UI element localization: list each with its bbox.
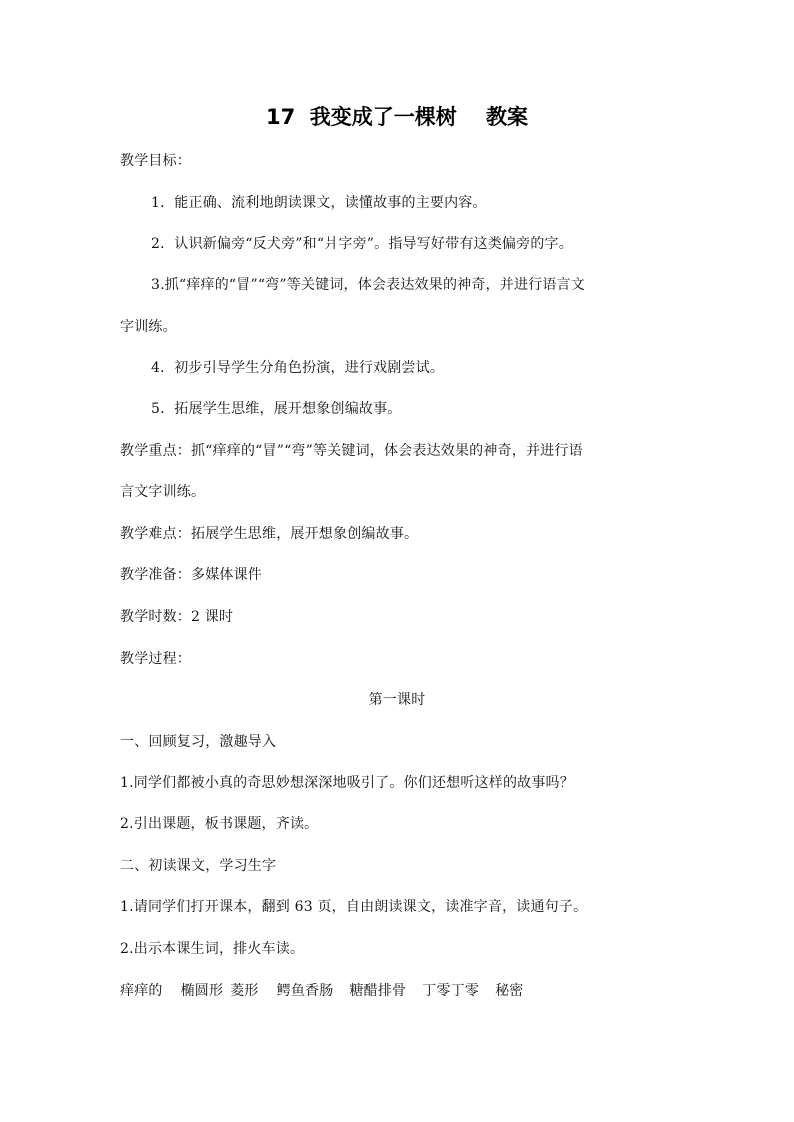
teaching-preparation: 教学准备：多媒体课件 <box>120 567 262 583</box>
section-item: 1.请同学们打开课本，翻到 63 页，自由朗读课文，读准字音，读通句子。 <box>120 899 588 915</box>
vocab-word: 丁零丁零 <box>422 983 480 999</box>
objective-item: 4．初步引导学生分角色扮演，进行戏剧尝试。 <box>151 360 445 376</box>
objectives-heading: 教学目标： <box>120 153 191 169</box>
section-item: 2.引出课题，板书课题，齐读。 <box>120 816 319 832</box>
vocab-word: 椭圆形 <box>180 983 224 999</box>
vocab-word: 糖醋排骨 <box>349 983 407 999</box>
key-points-continuation: 言文字训练。 <box>120 484 206 500</box>
objective-item: 3.抓“痒痒的“冒”“弯”等关键词，体会表达效果的神奇，并进行语言文 <box>151 277 585 293</box>
process-heading: 教学过程： <box>120 651 191 667</box>
section-heading: 一、回顾复习，激趣导入 <box>120 734 277 750</box>
lesson-title: 第一课时 <box>368 692 426 708</box>
vocab-word: 鳄鱼香肠 <box>276 983 334 999</box>
vocab-word: 菱形 <box>230 983 259 999</box>
section-item: 1.同学们都被小真的奇思妙想深深地吸引了。你们还想听这样的故事吗？ <box>120 775 574 791</box>
vocab-word: 秘密 <box>495 983 524 999</box>
objective-item: 2．认识新偏旁“反犬旁”和“爿字旁”。指导写好带有这类偏旁的字。 <box>151 236 573 252</box>
objective-item-continuation: 字训练。 <box>120 319 177 335</box>
teaching-hours: 教学时数：2 课时 <box>120 609 234 625</box>
vocab-word: 痒痒的 <box>120 983 163 999</box>
vocabulary-list <box>120 980 680 1002</box>
key-points: 教学重点：抓“痒痒的“冒”“弯”等关键词，体会表达效果的神奇，并进行语 <box>120 443 583 459</box>
section-item: 2.出示本课生词，排火车读。 <box>120 941 305 957</box>
document-title: 17 我变成了一棵树 教案 <box>265 105 529 129</box>
section-heading: 二、初读课文，学习生字 <box>120 858 277 874</box>
teaching-difficulties: 教学难点：拓展学生思维，展开想象创编故事。 <box>120 526 419 542</box>
objective-item: 5．拓展学生思维，展开想象创编故事。 <box>151 401 402 417</box>
objective-item: 1．能正确、流利地朗读课文，读懂故事的主要内容。 <box>151 195 487 211</box>
